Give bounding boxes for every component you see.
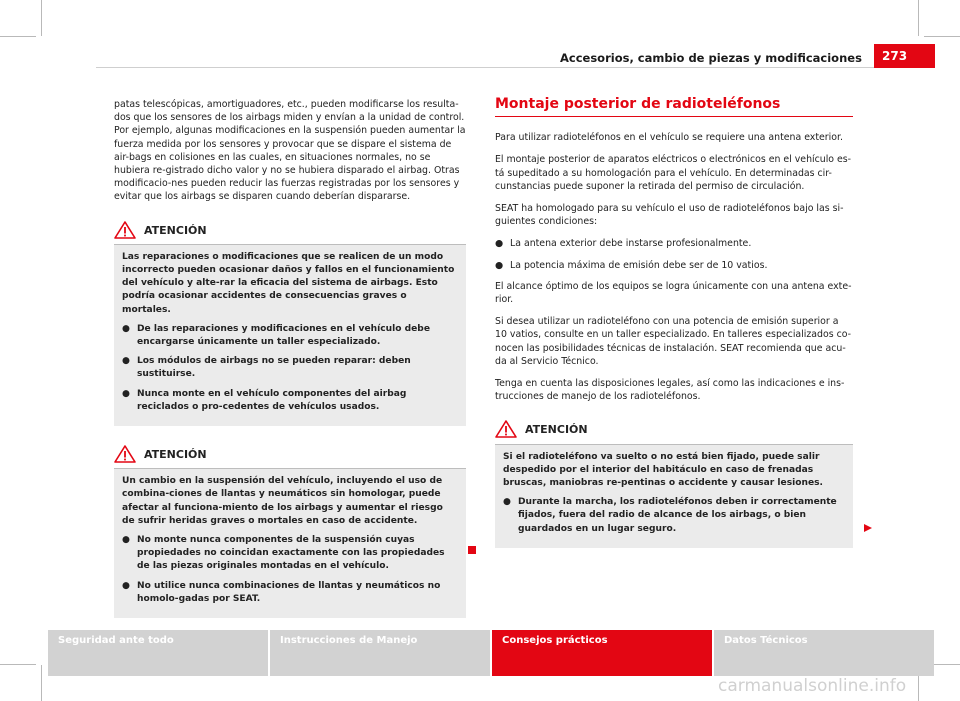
warning-title: ATENCIÓN [525,423,588,437]
warning-text: Las reparaciones o modificaciones que se realicen de un modo incorrecto pueden ocasionar daños y fallos en el funcionamiento del vehículo y alte-rar la eficacia del sistema de airbags. Esto podría ocasionar accidentes de consecuencias graves o mortales. [122,251,455,315]
crop-mark [41,0,42,36]
list-item [495,237,853,250]
page-header-title: Accesorios, cambio de piezas y modificaciones [560,51,862,65]
footer-nav [48,630,934,676]
list-item [122,580,458,606]
bullet-dot-icon: ● [122,356,130,367]
page-number: 273 [874,44,935,68]
list-item-text: No monte nunca componentes de la suspensión cuyas propiedades no coincidan exactamente con las propiedades de las piezas originales montadas en el vehículo. [137,535,445,572]
footer-tab-seguridad[interactable]: Seguridad ante todo [48,630,268,676]
list-item-text: La potencia máxima de emisión debe ser de 10 vatios. [510,259,768,271]
paragraph: Tenga en cuenta las disposiciones legales, así como las indicaciones e ins-trucciones de manejo de los radioteléfonos. [495,378,845,403]
crop-mark [41,665,42,701]
footer-tab-instrucciones[interactable]: Instrucciones de Manejo [270,630,490,676]
crop-mark [0,664,36,665]
list-item-text: Los módulos de airbags no se pueden reparar: deben sustituirse. [137,356,411,380]
bullet-dot-icon: ● [495,238,504,250]
warning-triangle-icon [114,445,136,463]
paragraph: Para utilizar radioteléfonos en el vehículo se requiere una antena exterior. [495,132,843,144]
section-end-icon [468,546,476,554]
paragraph: Si desea utilizar un radioteléfono con una potencia de emisión superior a 10 vatios, consulte en un taller especializado. En talleres especializados co-nocen las posibilidades técnicas de instalación. SEAT recomienda que acu-da al Servicio Técnico. [495,316,852,367]
warning-header [114,216,466,245]
left-column [114,98,466,618]
warning-triangle-icon [114,221,136,239]
header-rule [96,67,935,68]
warning-box [114,440,466,618]
list-item-text: De las reparaciones y modificaciones en el vehículo debe encargarse únicamente un taller especializado. [137,323,430,348]
warning-text: Un cambio en la suspensión del vehículo, incluyendo el uso de combina-ciones de llantas y neumáticos sin homologar, puede afectar al funciona-miento de los airbags y aumentar el riesgo de sufrir heridas graves o mortales en caso de accidente. [122,476,443,526]
crop-mark [0,36,36,37]
warning-box [495,415,853,547]
list-item-text: Nunca monte en el vehículo componentes del airbag reciclados o pro-cedentes de vehículos usados. [137,388,407,412]
warning-body [122,469,458,606]
bullet-dot-icon: ● [122,535,130,546]
bullet-dot-icon: ● [495,259,504,271]
list-item-text: La antena exterior debe instarse profesionalmente. [510,238,752,250]
list-item [122,534,458,574]
bullet-dot-icon: ● [122,580,130,591]
list-item [122,323,458,349]
warning-triangle-icon [495,420,517,438]
warning-title: ATENCIÓN [144,223,207,237]
bullet-dot-icon: ● [122,323,130,334]
footer-tab-consejos[interactable]: Consejos prácticos [492,630,712,676]
warning-title: ATENCIÓN [144,448,207,462]
warning-box [114,216,466,426]
warning-body [503,445,845,536]
right-column [495,98,853,548]
list-item [503,496,845,536]
list-item [122,388,458,414]
bullet-dot-icon: ● [122,388,130,399]
section-title: Montaje posterior de radioteléfonos [495,96,781,112]
warning-header [495,415,853,444]
paragraph: SEAT ha homologado para su vehículo el uso de radioteléfonos bajo las si-guientes condiciones: [495,203,844,228]
warning-text: Si el radioteléfono va suelto o no está bien fijado, puede salir despedido por el interior del habitáculo en caso de frenadas bruscas, maniobras re-pentinas o accidente y causar lesiones. [503,451,823,489]
intro-paragraph: patas telescópicas, amortiguadores, etc., pueden modificarse los resulta-dos que los sensores de los airbags miden y envían a la unidad de control. Por ejemplo, algunas modificaciones en la suspensión pueden aumentar la fuerza medida por los sensores y provocar que se dispare el sistema de air-bags en colisiones en las cuales, en situaciones normales, no se hubiera re-gistrado dicho valor y no se hubiera disparado el airbag. Otras modificacio-nes pueden reducir las fuerzas registradas por los sensores y evitar que los airbags se disparen cuando deberían dispararse. [114,99,466,203]
crop-mark [918,0,919,36]
bullet-dot-icon: ● [503,497,511,508]
continue-arrow-icon [863,523,873,533]
list-item-text: Durante la marcha, los radioteléfonos deben ir correctamente fijados, fuera del radio de alcance de los airbags, o bien guardados en un lugar seguro. [518,497,837,534]
list-item [495,259,853,272]
warning-header [114,440,466,469]
paragraph: El montaje posterior de aparatos eléctricos o electrónicos en el vehículo es-tá supeditado a su homologación para el vehículo. En determinadas cir-cunstancias puede suponer la retirada del permiso de circulación. [495,154,852,192]
list-item-text: No utilice nunca combinaciones de llantas y neumáticos no homolo-gadas por SEAT. [137,580,441,604]
watermark: carmanualsonline.info [718,676,907,696]
warning-body [122,245,458,414]
list-item [122,355,458,381]
section-title-rule [495,116,853,117]
paragraph: El alcance óptimo de los equipos se logra únicamente con una antena exte-rior. [495,280,852,306]
footer-tab-datos[interactable]: Datos Técnicos [714,630,934,676]
crop-mark [924,36,960,37]
